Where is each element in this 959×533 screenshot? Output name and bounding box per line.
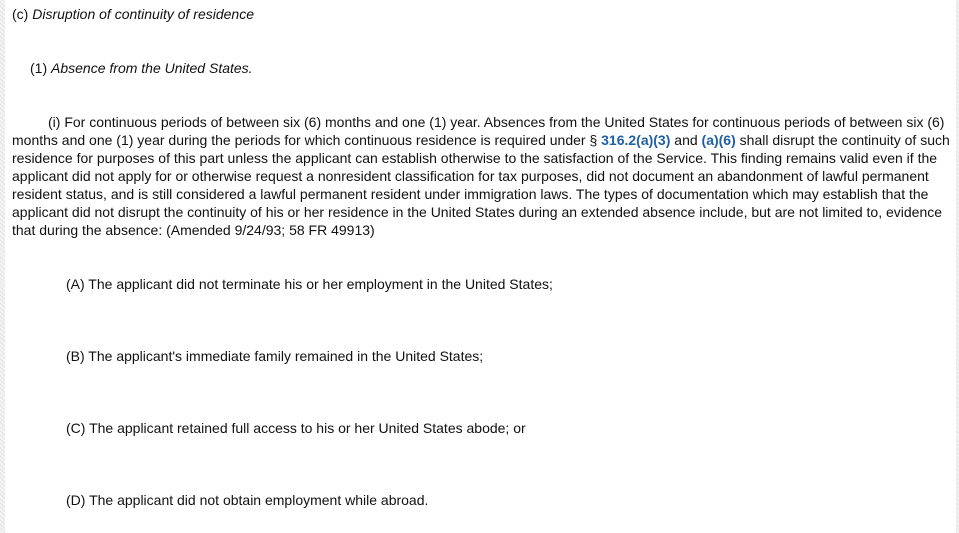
link-316-2-a-3[interactable]: 316.2(a)(3) <box>601 132 671 148</box>
clause-i-text-3: shall disrupt the continuity of such residence for purposes of this part unless the applicant can establish otherwise to the satisfaction of the Service. This finding remains valid even if the applicant did not apply for or otherwise request a nonresident classification for tax purposes, did not document an abandonment of lawful permanent resident status, and is still considered a lawful permanent resident under immigration laws. The types of documentation which may establish that the applicant did not disrupt the continuity of his or her residence in the United States during an extended absence include, but are not limited to, evidence that during the absence: (Amended 9/24/93; 58 FR 49913) <box>12 132 950 238</box>
subsection-1-heading <box>30 59 253 77</box>
section-c-heading <box>12 5 254 23</box>
item-a: (A) The applicant did not terminate his or her employment in the United States; <box>66 276 553 292</box>
subsection-1-title: Absence from the United States. <box>51 60 253 76</box>
clause-i-text-1: (i) For continuous periods of between six (6) months and one (1) year. Absences from the United States for continuous periods of between six (6) months and one (1) year during the periods for which continuous residence is required under § <box>12 114 945 148</box>
item-d: (D) The applicant did not obtain employment while abroad. <box>66 492 429 508</box>
subsection-1-marker: (1) <box>30 60 48 76</box>
section-c-title: Disruption of continuity of residence <box>32 6 255 22</box>
clause-i-text-2: and <box>670 132 702 148</box>
link-a-6[interactable]: (a)(6) <box>701 132 736 148</box>
item-b: (B) The applicant's immediate family remained in the United States; <box>66 348 484 364</box>
section-c-marker: (c) <box>12 6 29 22</box>
clause-i-paragraph <box>12 113 950 239</box>
page-left-margin <box>0 0 5 533</box>
item-c: (C) The applicant retained full access to his or her United States abode; or <box>66 420 526 436</box>
